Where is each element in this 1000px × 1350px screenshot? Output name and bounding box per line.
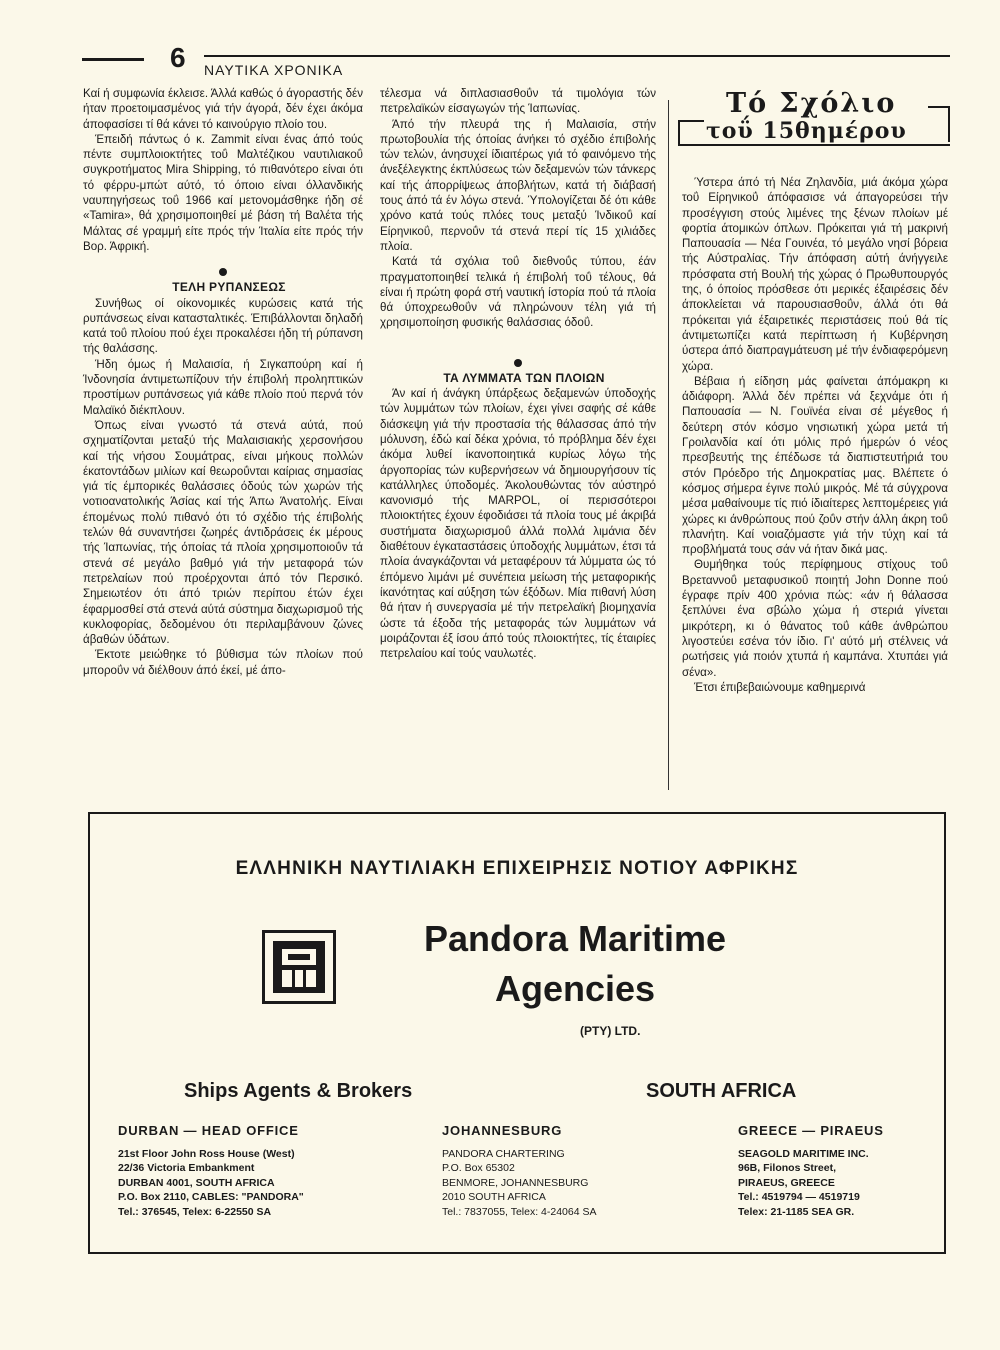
company-name: [390, 914, 760, 1014]
page-number: 6: [170, 42, 186, 73]
office-line: Tel.: 4519794 — 4519719: [738, 1191, 860, 1203]
title-frame-line: [928, 106, 950, 108]
country: SOUTH AFRICA: [646, 1080, 797, 1102]
paragraph: Έπειδή πάντως ό κ. Zammit είναι ένας άπό τούς πέντε συμπλοιοκτήτες τοΰ Μαλτέζικου ναυτιλιακοΰ συγκροτήματος Mira Shipping, τό πιθανότερο είναι ότι τό φέρρυ-μπώτ αύτό, τό όποιο είναι όλλανδικής ναυπηγήσεως τοΰ 1966 καί μετονομάσθηκε ήδη σέ «Tamira», θά χρησιμοποιηθεί μέ βάση τή Βαλέτα τής Μάλτας σέ γραμμή είτε πρός τήν Ίταλία είτε πρός τήν Βορ. Άφρική.: [83, 132, 363, 253]
paragraph: Συνήθως οί οίκονομικές κυρώσεις κατά τής ρυπάνσεως είναι κατασταλτικές. Έπιβάλλονται δηλαδή κατά τοΰ πλοίου πού έχει προκαλέσει ήδη τή ρύπανση τής θαλάσσης.: [83, 296, 363, 356]
header-rule-left: [82, 58, 144, 61]
office-line: 22/36 Victoria Embankment: [118, 1162, 255, 1174]
office-line: 2010 SOUTH AFRICA: [442, 1191, 546, 1203]
paragraph: Ύστερα άπό τή Νέα Ζηλανδία, μιά άκόμα χώρα τοΰ Είρηνικοΰ άπόφασισε νά άπαγορεύσει τήν προσέγγιση στούς λιμένες της ξένων πλοίων μέ φορτία άτομικών όπλων. Πρόκειται γιά τή μακρινή Παπουασία — Νέα Γουινέα, τό μεγάλο νησί βόρεια τής Αύστραλίας. Τήν άπόφαση αύτή άνήγγειλε πρόσφατα στή Βουλή τής χώρας ό Πρωθυπουργός της, ό όποίος πρόσθεσε ότι μερικές έξαιρέσεις δέν άποκλείεται νά παρουσιασθοΰν, άλλά ότι θά πρόκειται γιά έξαιρετικές περιστάσεις πού θά τίς άντιμετωπίζει κατά περίπτωση ή Κυβέρνηση ύστερα άπό διαπραγμάτευση μέ τήν ένδιαφερόμενη χώρα.: [682, 176, 948, 373]
title-frame-line: [678, 144, 950, 146]
paragraph: Άπό τήν πλευρά της ή Μαλαισία, στήν πρωτοβουλία τής όποίας άνήκει τό σχέδιο έπιβολής τών τελών, άνησυχεί ίδιαιτέρως γιά τό φαινόμενο τής άνεξέλεγκτης έκπλύσεως τών δεξαμενών τών τάνκερς καί τής άπορρίψεως άποβλήτων, κατά τή διάβασή τους άπό τά έν λόγω στενά. Ύπολογίζεται δέ ότι κάθε χρόνο κατά τούς πλόες τους μεταξύ Ίνδικοΰ καί Είρηνικοΰ, περνοΰν τά στενά περί τίς 15 χιλιάδες πλοία.: [380, 117, 656, 253]
title-frame-line: [678, 120, 680, 144]
office-line: P.O. Box 2110, CABLES: "PANDORA": [118, 1191, 304, 1203]
paragraph: Έκτοτε μειώθηκε τό βύθισμα τών πλοίων πού μποροΰν νά διέλθουν άπό έκεί, μέ άπο-: [83, 648, 363, 677]
office-block: [738, 1124, 884, 1219]
paragraph: Άν καί ή άνάγκη ύπάρξεως δεξαμενών ύποδοχής τών λυμμάτων τών πλοίων, έχει γίνει σαφής σέ κάθε διάσκεψη γιά τήν προστασία τής θάλασσας άπό τήν μόλυνση, έδώ καί δέκα χρόνια, τό πρόβλημα δέν έχει άκόμα λυθεί ίκανοποιητικά κυρίως λόγω τής άργοπορίας τών κυβερνήσεων νά δημιουργήσουν τίς κατάλληλες ύποδομές. Άκολουθώντας τόν αύστηρό κανονισμό τής MARPOL, οί περισσότεροι πλοιοκτήτες έχουν έφοδιάσει τά πλοία τους μέ άκριβά συστήματα διαχωρισμοΰ άλλά πολλά λιμάνια δέν διαθέτουν έγκαταστάσεις ύποδοχής λυμμάτων, έτσι τά πλοία άναγκάζονται νά μεταφέρουν τά λύμματα ώς τό έπόμενο λιμάνι μέ συνέπεια μείωση τής μεταφορικής ίκανότητας καί αύξηση τών έξόδων. Μία πιθανή λύση θά ήταν ή συνεργασία μέ τήν πετρελαϊκή βιομηχανία ώστε τά έξοδα τής μεταφοράς τών λυμμάτων νά μοιράζονται έξ ίσου άπό τούς πλοιοκτήτες, τίς έταιρίες πετρελαίου καί τούς ναυλωτές.: [380, 387, 656, 661]
company-suffix: (PTY) LTD.: [580, 1024, 641, 1038]
office-line: 21st Floor John Ross House (West): [118, 1147, 295, 1160]
editorial-title: Τό Σχόλιο: [726, 88, 897, 119]
office-name: DURBAN — HEAD OFFICE: [118, 1123, 299, 1138]
header-rule-right: [204, 55, 950, 57]
office-line: PANDORA CHARTERING: [442, 1147, 565, 1160]
company-name-line: Pandora Maritime: [423, 918, 727, 959]
office-line: BENMORE, JOHANNESBURG: [442, 1176, 589, 1189]
editorial-column: [682, 175, 948, 695]
paragraph: Καί ή συμφωνία έκλεισε. Άλλά καθώς ό άγοραστής δέν ήταν προετοιμασμένος γιά τήν άγορά, δέν έχει άκόμα άποφασίσει τί θά κάνει τό καινούργιο πλοίο του.: [83, 87, 363, 131]
office-block: [118, 1124, 304, 1219]
office-name: JOHANNESBURG: [442, 1123, 563, 1138]
title-frame-line: [678, 120, 704, 122]
office-name: GREECE — PIRAEUS: [738, 1123, 884, 1138]
paragraph: Όπως είναι γνωστό τά στενά αύτά, πού σχηματίζονται μεταξύ τής Μαλαισιακής χερσονήσου καί τής νήσου Σουμάτρας, είναι μήκους πολλών έκατοντάδων μιλίων καί θεωροΰνται καίριας σημασίας γιά τίς έμπορικές θαλάσσιες όδούς τών χωρών τής νοτιοανατολικής Άσίας καί τής Άπω Άνατολής. Είναι έπομένως πολύ πιθανό ότι τό σχέδιο τής έπιβολής τελών θά συναντήσει ζωηρές άντιδράσεις έκ μέρους τής Ίαπωνίας, τής όποίας τά πλοία χρησιμοποιοΰν τά στενά σέ μεγάλο βαθμό γιά τήν μεταφορά τών πετρελαίων πού προέρχονται άπό τόν Περσικό. Σημειωτέον ότι άπό τριών περίπου έτών έχει έφαρμοσθεί στά στενά αύτά σύστημα διαχωρισμοΰ τής κυκλοφορίας, δεδομένου ότι περιλαμβάνουν ζώνες άβαθών ύδάτων.: [83, 418, 363, 647]
editorial-title-box: [678, 86, 950, 166]
company-name-line: Agencies: [494, 968, 656, 1009]
ad-title: ΕΛΛΗΝΙΚΗ ΝΑΥΤΙΛΙΑΚΗ ΕΠΙΧΕΙΡΗΣΙΣ ΝΟΤΙΟΥ ΑΦΡΙΚΗΣ: [235, 858, 799, 879]
editorial-subtitle: τοΰ 15θημέρου: [706, 118, 907, 144]
article-column-2: [380, 86, 656, 661]
tagline: Ships Agents & Brokers: [184, 1080, 413, 1102]
paragraph: Βέβαια ή είδηση μάς φαίνεται άπόμακρη κι άδιάφορη. Άλλά δέν πρέπει νά ξεχνάμε ότι ή Παπουασία — Ν. Γουϊνέα είναι σέ μέγεθος ή δεύτερη στόν κόσμο νησιωτική χώρα μετά τή Γροιλανδία καί ότι μόλις πρό ήμερών ό νέος πρεσβευτής της έπέδωσε τά διαπιστευτήριά του στόν Πρόεδρο τής Δημοκρατίας μας. Βλέπετε ό κόσμος σήμερα έγινε πολύ μικρός. Μέ τά σύγχρονα μέσα μαθαίνουμε τίς πιό ίδιαίτερες λεπτομέρειες γιά χώρες κι άνθρώπους πού ζοΰν στήν άλλη άκρη τοΰ πλανήτη. Καί νοιαζόμαστε γιά τήν τύχη καί τά προβλήματά τους σάν νά ήταν δικά μας.: [682, 374, 948, 557]
office-line: 96B, Filonos Street,: [738, 1162, 837, 1174]
section-heading: ΤΕΛΗ ΡΥΠΑΝΣΕΩΣ: [172, 280, 286, 295]
page-header: [82, 42, 950, 80]
office-line: PIRAEUS, GREECE: [738, 1176, 835, 1189]
advertisement: [88, 812, 946, 1254]
office-line: Tel.: 7837055, Telex: 4-24064 SA: [442, 1205, 597, 1218]
bullet-icon: [514, 359, 522, 367]
bullet-icon: [219, 268, 227, 276]
paragraph: Ήδη όμως ή Μαλαισία, ή Σιγκαπούρη καί ή Ίνδονησία άντιμετωπίζουν τήν έπιβολή προληπτικών προστίμων ρυπάνσεως γιά κάθε πλοίο πού περνά τόν Μαλαϊκό διέκπλουν.: [83, 357, 363, 417]
office-line: SEAGOLD MARITIME INC.: [738, 1147, 869, 1160]
office-line: Tel.: 376545, Telex: 6-22550 SA: [118, 1205, 272, 1218]
paragraph: Έτσι έπιβεβαιώνουμε καθημερινά: [694, 680, 866, 694]
office-line: DURBAN 4001, SOUTH AFRICA: [118, 1176, 275, 1189]
office-block: [442, 1124, 597, 1219]
company-logo: [262, 930, 336, 1004]
section-heading: ΤΑ ΛΥΜΜΑΤΑ ΤΩΝ ΠΛΟΙΩΝ: [443, 370, 605, 385]
office-line: P.O. Box 65302: [442, 1162, 515, 1174]
title-frame-line: [948, 106, 950, 142]
paragraph: Θυμήθηκα τούς περίφημους στίχους τοΰ Βρεταννοΰ μεταφυσικοΰ ποιητή John Donne πού έγραφε πρίν 400 χρόνια πώς: «άν ή θάλασσα ξεπλύνει ένα σβώλο χώμα ή στεριά γίνεται μικρότερη, κι ό θάνατος τοΰ κάθε άνθρώπου λιγοστεύει εσένα τόν ίδιο. Γι' αύτό μή στέλνεις νά ρωτήσεις γιά ποιόν χτυπά ή καμπάνα. Χτυπάει γιά σένα».: [682, 558, 948, 679]
article-column-1: [83, 86, 363, 678]
office-line: Telex: 21-1185 SEA GR.: [738, 1205, 855, 1218]
paragraph: Κατά τά σχόλια τοΰ διεθνοΰς τύπου, έάν πραγματοποιηθεί τελικά ή έπιβολή τοΰ τέλους, θά είναι ή πρώτη φορά στή ναυτική ίστορία πού τά πλοία θά ύποχρεωθοΰν νά πληρώνουν τέλη γιά τή χρησιμοποίηση φυσικής θαλάσσιας όδοΰ.: [380, 255, 656, 330]
masthead: ΝΑΥΤΙΚΑ ΧΡΟΝΙΚΑ: [204, 62, 344, 78]
paragraph: τέλεσμα νά διπλασιασθοΰν τά τιμολόγια τών πετρελαϊκών είσαγωγών τής Ίαπωνίας.: [380, 87, 656, 116]
column-divider: [668, 100, 669, 790]
